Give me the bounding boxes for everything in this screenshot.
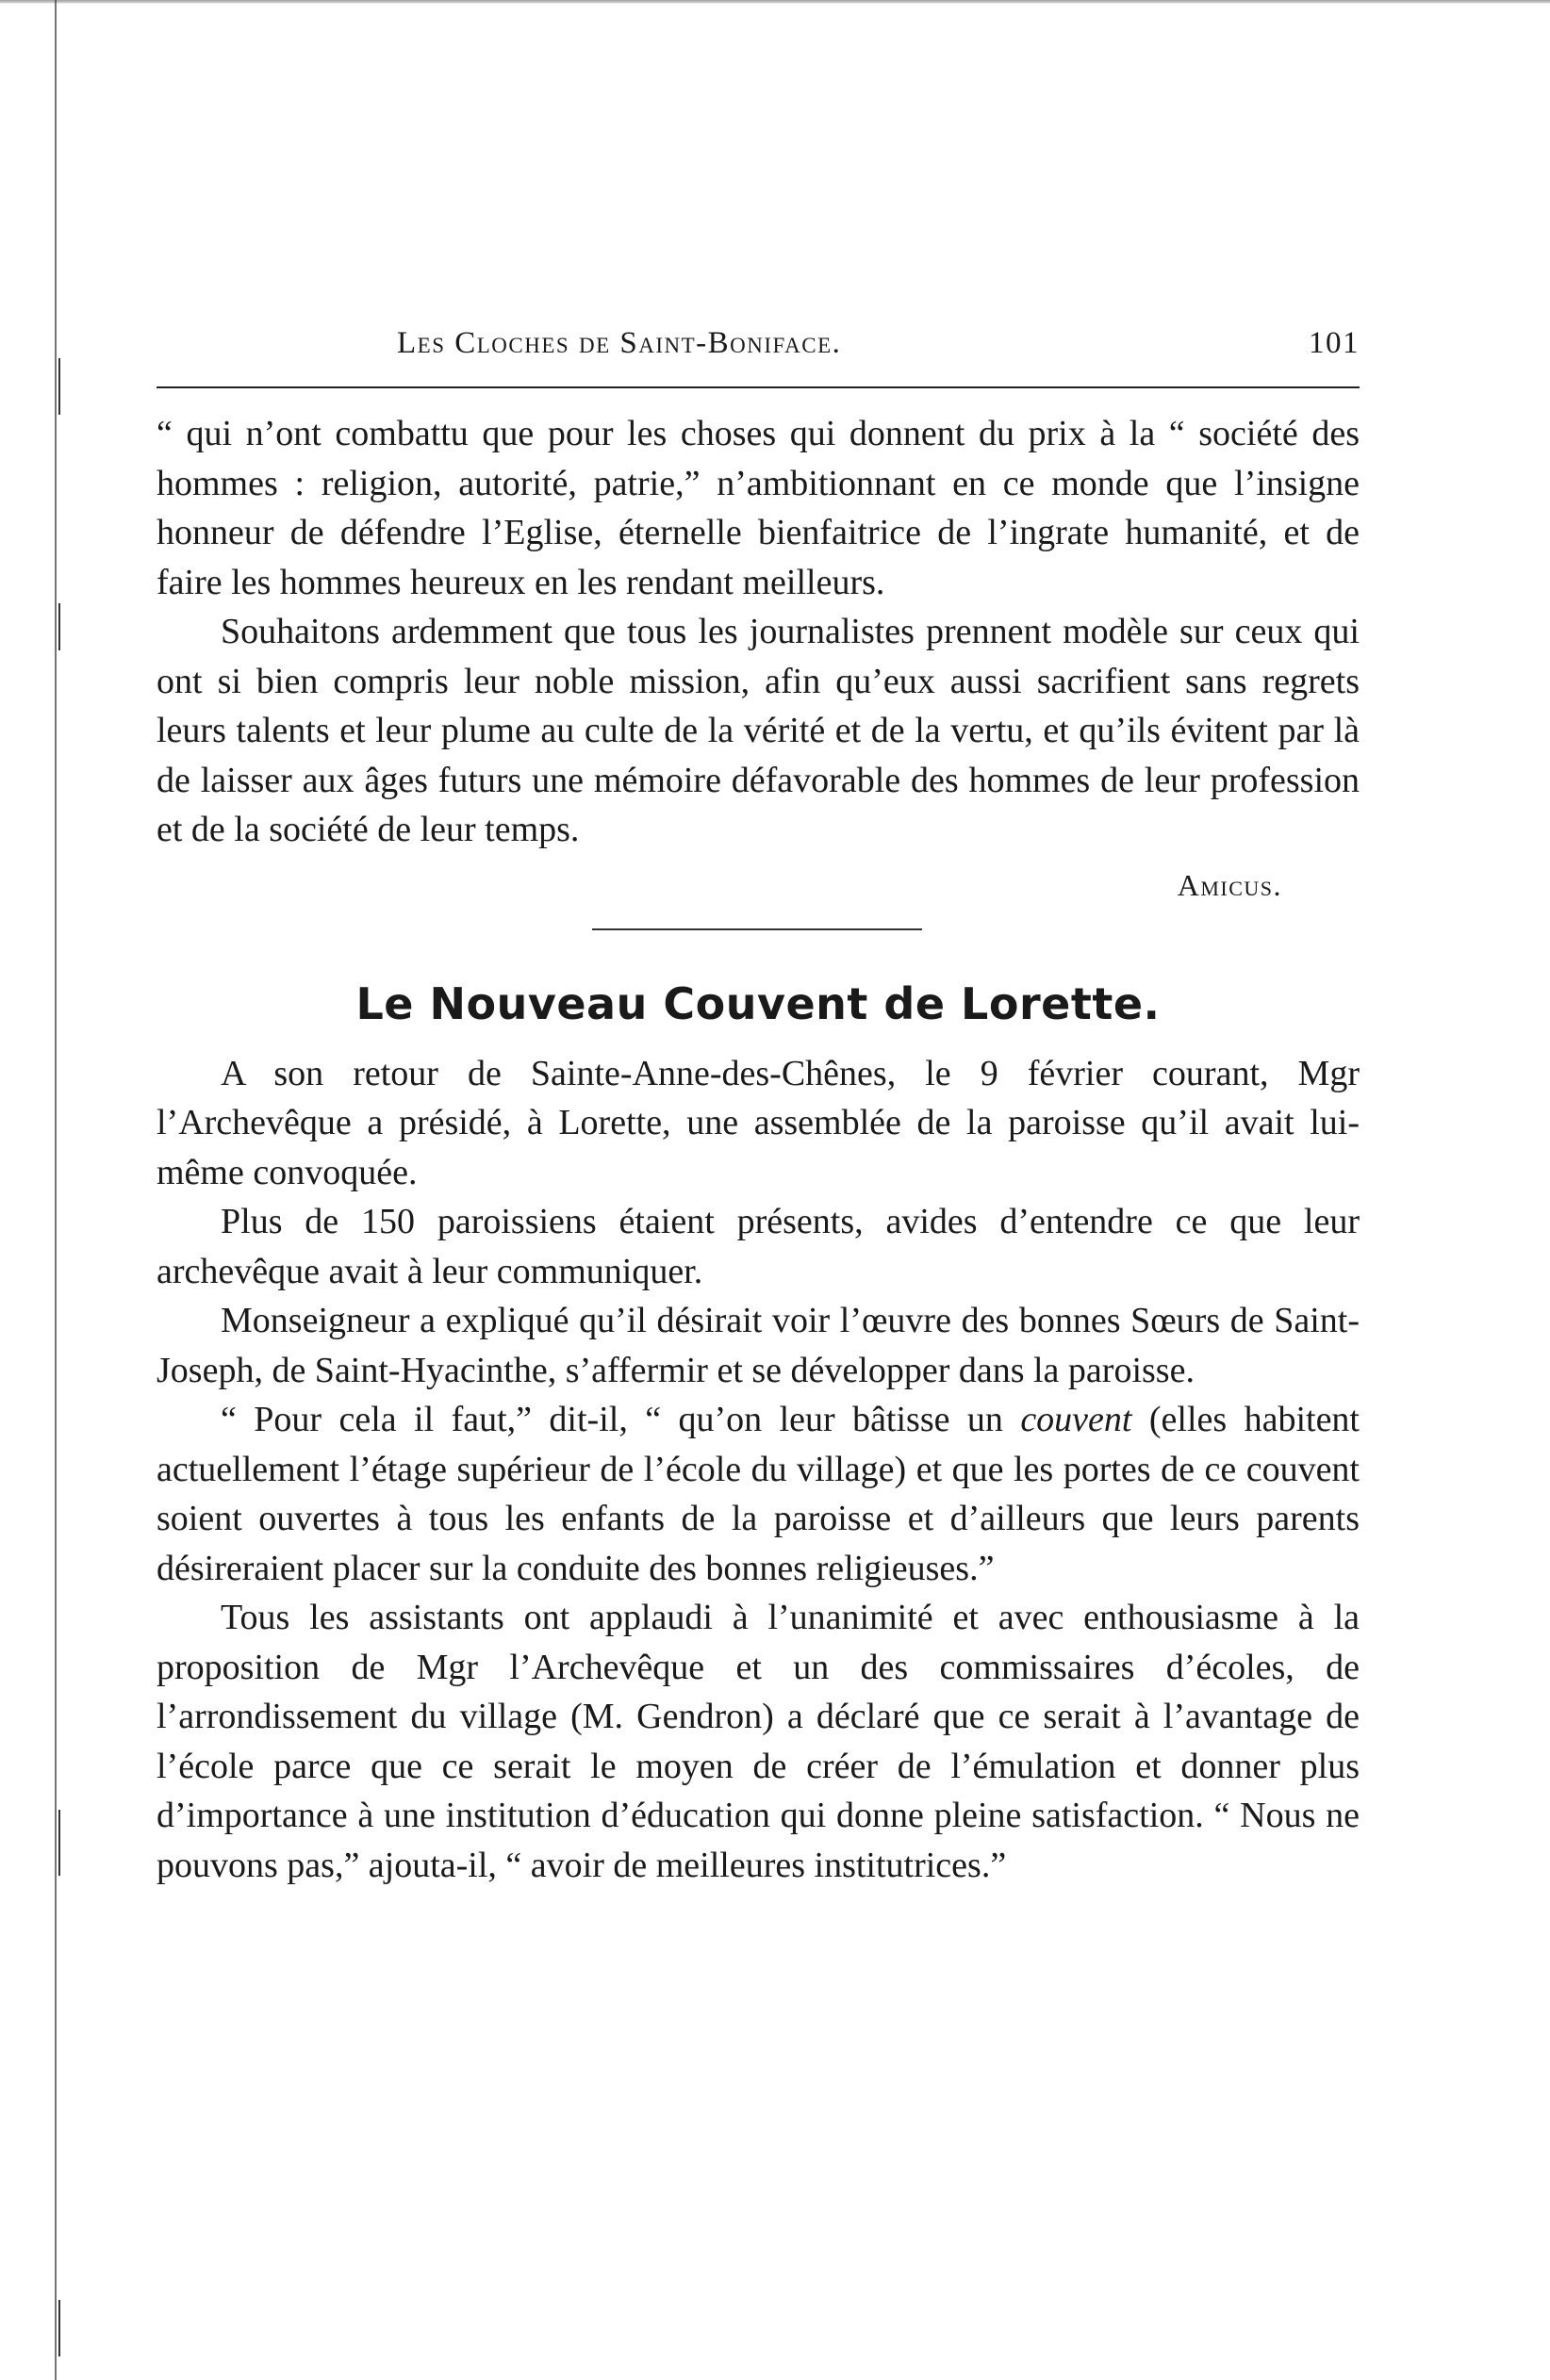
paragraph-text: (elles habitent actuellement l’étage supérieur de l’école du village) et que les portes de ce couvent soient ouvertes à tous les enfants de la paroisse et d’ailleurs que leurs parents désireraient placer sur la conduite des bonnes religieuses.” <box>157 1400 1360 1588</box>
header-rule <box>157 386 1360 388</box>
paragraph: Tous les assistants ont applaudi à l’unanimité et avec enthousiasme à la proposition de Mgr l’Archevêque et un des commissaires d’écoles, de l’arrondissement du village (M. Gendron) a déclaré que ce serait à l’avantage de l’école parce que ce serait le moyen de créer de l’émulation et donner plus d’importance à une institution d’éducation qui donne pleine satisfaction. “ Nous ne pouvons pas,” ajouta-il, “ avoir de meilleures institutrices.” <box>157 1598 1360 1885</box>
paragraph: Monseigneur a expliqué qu’il désirait voir l’œuvre des bonnes Sœurs de Saint-Joseph, de Saint-Hyacinthe, s’affermir et se développer dans la paroisse. <box>157 1301 1360 1390</box>
paragraph: A son retour de Sainte-Anne-des-Chênes, le 9 février courant, Mgr l’Archevêque a présidé, à Lorette, une assemblée de la paroisse qu’il avait lui-même convoquée. <box>157 1053 1360 1192</box>
scan-left-margin-line <box>55 0 57 2380</box>
paragraph: Souhaitons ardemment que tous les journalistes prennent modèle sur ceux qui ont si bien compris leur noble mission, afin qu’eux aussi sacrifient sans regrets leurs talents et leur plume au culte de la vérité et de la vertu, et qu’ils évitent par là de laisser aux âges futurs une mémoire défavorable des hommes de leur profession et de la société de leur temps. <box>157 612 1360 849</box>
scan-margin-mark <box>58 358 60 415</box>
scan-margin-mark <box>58 603 60 650</box>
section-separator <box>592 928 922 930</box>
paragraph: Plus de 150 paroissiens étaient présents, avides d’entendre ce que leur archevêque avait à leur communiquer. <box>157 1202 1360 1291</box>
running-head <box>157 320 1360 381</box>
page-number: 101 <box>1309 326 1360 360</box>
book-page <box>157 320 1360 1890</box>
scan-top-edge <box>0 0 1550 4</box>
scan-margin-mark <box>58 2300 60 2356</box>
paragraph <box>157 1395 1360 1593</box>
italic-word: couvent <box>1020 1400 1132 1439</box>
author-signature: Amicus. <box>1177 867 1282 902</box>
article-title: Le Nouveau Couvent de Lorette. <box>355 977 1161 1029</box>
paragraph-text: “ Pour cela il faut,” dit-il, “ qu’on leur bâtisse un <box>221 1400 1021 1439</box>
scan-margin-mark <box>58 1810 60 1876</box>
paragraph: “ qui n’ont combattu que pour les choses qui donnent du prix à la “ société des hommes : religion, autorité, patrie,” n’ambitionnant en ce monde que l’insigne honneur de défendre l’Eglise, éternelle bienfaitrice de l’ingrate humanité, et de faire les hommes heureux en les rendant meilleurs. <box>157 414 1360 602</box>
running-title: Les Cloches de Saint-Boniface. <box>397 326 842 360</box>
